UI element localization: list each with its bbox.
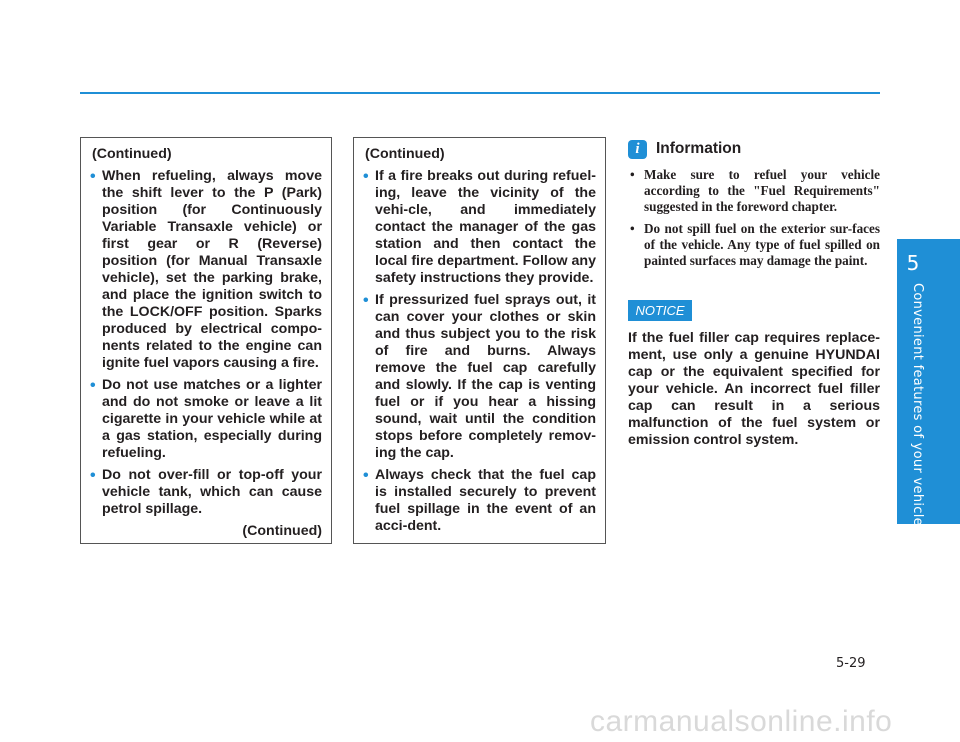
continued-label: (Continued) (92, 146, 172, 162)
warning-bullet: • Always check that the fuel cap is installed securely to prevent fuel spillage in the event of an acci-dent. (363, 467, 596, 535)
warning-bullet: • Do not use matches or a lighter and do not smoke or leave a lit cigarette in your vehicle while at a gas station, especially during refueling. (90, 377, 322, 462)
page-number: 5-29 (836, 656, 866, 671)
warning-bullet: • When refueling, always move the shift lever to the P (Park) position (for Continuously Variable Transaxle vehicle) or first gear or R (Reverse) position (for Manual Transaxle vehicle), set the parking brake, and place the ignition switch to the LOCK/OFF position. Sparks produced by electrical compo-nents related to the engine can ignite fuel vapors causing a fire. (90, 168, 322, 372)
top-rule (80, 92, 880, 94)
notice-badge: NOTICE (628, 300, 692, 321)
chapter-tab (897, 239, 960, 524)
chapter-title: Convenient features of your vehicle (910, 283, 925, 526)
warning-bullet: • If pressurized fuel sprays out, it can cover your clothes or skin and thus subject you to the risk of fire and burns. Always remove the fuel cap carefully and slowly. If the cap is venting fuel or if you hear a hissing sound, wait until the condition stops before completely remov-ing the cap. (363, 292, 596, 462)
information-item: • Do not spill fuel on the exterior sur-faces of the vehicle. Any type of fuel spilled on painted surfaces may damage the paint. (628, 221, 880, 269)
warning-box-middle (353, 137, 606, 544)
info-icon: i (628, 140, 647, 159)
information-list (628, 167, 880, 269)
information-item: • Make sure to refuel your vehicle according to the "Fuel Requirements" suggested in the foreword chapter. (628, 167, 880, 215)
warning-box-left (80, 137, 332, 544)
watermark: carmanualsonline.info (590, 705, 893, 738)
information-title: Information (656, 140, 742, 157)
warning-bullet: • Do not over-fill or top-off your vehicle tank, which can cause petrol spillage. (90, 467, 322, 518)
information-header (628, 137, 880, 161)
information-section (628, 137, 880, 275)
notice-text: If the fuel filler cap requires replace-ment, use only a genuine HYUNDAI cap or the equivalent specified for your vehicle. An incorrect fuel filler cap can result in a serious malfunction of the fuel system or emission control system. (628, 330, 880, 448)
continued-label: (Continued) (365, 146, 445, 162)
continued-label: (Continued) (242, 523, 322, 539)
chapter-number: 5 (906, 251, 920, 275)
warning-bullet: • If a fire breaks out during refuel-ing, leave the vicinity of the vehi-cle, and immediately contact the manager of the gas station and then contact the local fire department. Follow any safety instructions they provide. (363, 168, 596, 287)
